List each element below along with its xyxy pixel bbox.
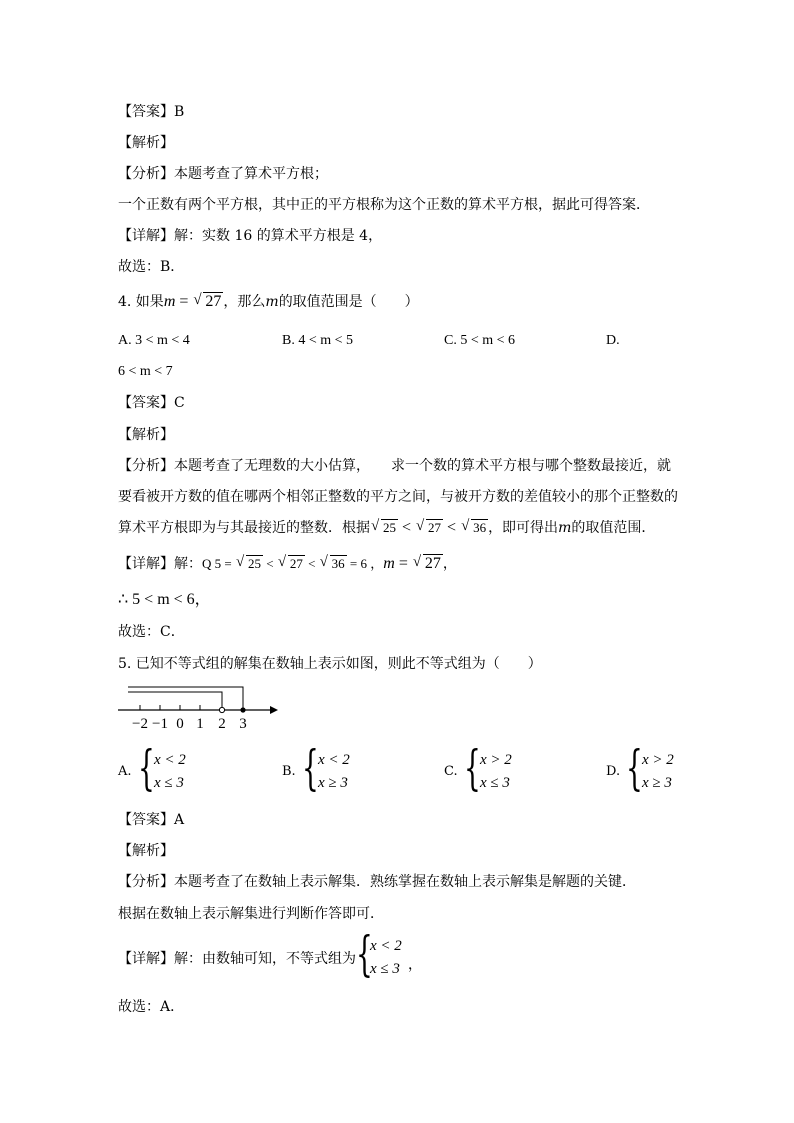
tick-label: 0 (176, 716, 184, 732)
tick-label: 1 (196, 716, 204, 732)
solution-ray-le-3 (128, 687, 243, 708)
closed-point-3 (240, 707, 245, 712)
q4-option-c: C. 5 < m < 6 (444, 333, 516, 348)
q3-analysis: 【分析】本题考查了算术平方根； (118, 166, 328, 182)
q5-stem: 5. 已知不等式组的解集在数轴上表示如图，则此不等式组为（ ） (118, 656, 542, 672)
brace-icon: { (464, 740, 481, 796)
q4-jiexi: 【解析】 (118, 427, 174, 443)
q4-stem: 4. 如果m = √ 27 ，那么m的取值范围是（ ） (118, 293, 419, 311)
tick-label: 2 (218, 716, 226, 732)
axis-arrow-icon (270, 706, 278, 714)
brace-icon: { (138, 740, 155, 796)
brace-icon: { (356, 926, 373, 982)
q5-analysis-line1: 【分析】本题考查了在数轴上表示解集．熟练掌握在数轴上表示解集是解题的关键． (118, 874, 636, 890)
brace-icon: { (302, 740, 319, 796)
q5-analysis-line2: 根据在数轴上表示解集进行判断作答即可． (118, 906, 384, 922)
tick-label: −2 (132, 716, 148, 732)
number-line-figure (118, 684, 288, 734)
q4-option-d-value: 6 < m < 7 (118, 364, 173, 379)
tick-label: −1 (152, 716, 168, 732)
q5-option-c: C. { x > 2 x ≤ 3 (444, 740, 512, 796)
q4-therefore: ∴ 5 < m < 6， (118, 591, 211, 608)
q4-detail: 【详解】解：Q 5 = √ 25 < √ 27 < √ 36 = 6 ，m = √ 27 ， (118, 555, 457, 573)
q5-detail-system: { x < 2 x ≤ 3 ， (356, 926, 422, 982)
q5-option-b: B. { x < 2 x ≥ 3 (282, 740, 350, 796)
tick-label: 3 (239, 716, 247, 732)
q5-detail: 【详解】解：由数轴可知，不等式组为 (118, 951, 356, 967)
q4-analysis-line2: 要看被开方数的值在哪两个相邻正整数的平方之间，与被开方数的差值较小的那个正整数的 (118, 489, 678, 505)
q4-option-b: B. 4 < m < 5 (282, 333, 354, 348)
q5-choice: 故选：A． (118, 999, 185, 1015)
q5-option-a: A. { x < 2 x ≤ 3 (118, 740, 186, 796)
open-point-2 (219, 707, 224, 712)
q3-explanation: 一个正数有两个平方根，其中正的平方根称为这个正数的算术平方根，据此可得答案． (118, 197, 650, 213)
q3-jiexi: 【解析】 (118, 135, 174, 151)
sqrt-27: √ 27 (194, 293, 223, 311)
solution-ray-lt-2 (128, 692, 222, 706)
q4-choice: 故选：C． (118, 624, 185, 640)
q4-option-a: A. 3 < m < 4 (118, 333, 190, 348)
q3-choice: 故选：B． (118, 259, 185, 275)
q3-answer: 【答案】B (118, 104, 185, 120)
q4-answer: 【答案】C (118, 395, 185, 411)
q4-analysis-line1: 【分析】本题考查了无理数的大小估算， 求一个数的算术平方根与哪个整数最接近，就 (118, 458, 671, 474)
q4-option-d: D. (606, 333, 620, 348)
brace-icon: { (626, 740, 643, 796)
q5-option-d: D. { x > 2 x ≥ 3 (606, 740, 674, 796)
q5-jiexi: 【解析】 (118, 843, 174, 859)
q4-analysis-line3: 算术平方根即为与其最接近的整数．根据√ 25 < √ 27 < √ 36 ，即可得出m的取值范围． (118, 519, 655, 537)
q5-answer: 【答案】A (118, 812, 185, 828)
q3-detail: 【详解】解：实数 16 的算术平方根是 4， (118, 228, 383, 244)
